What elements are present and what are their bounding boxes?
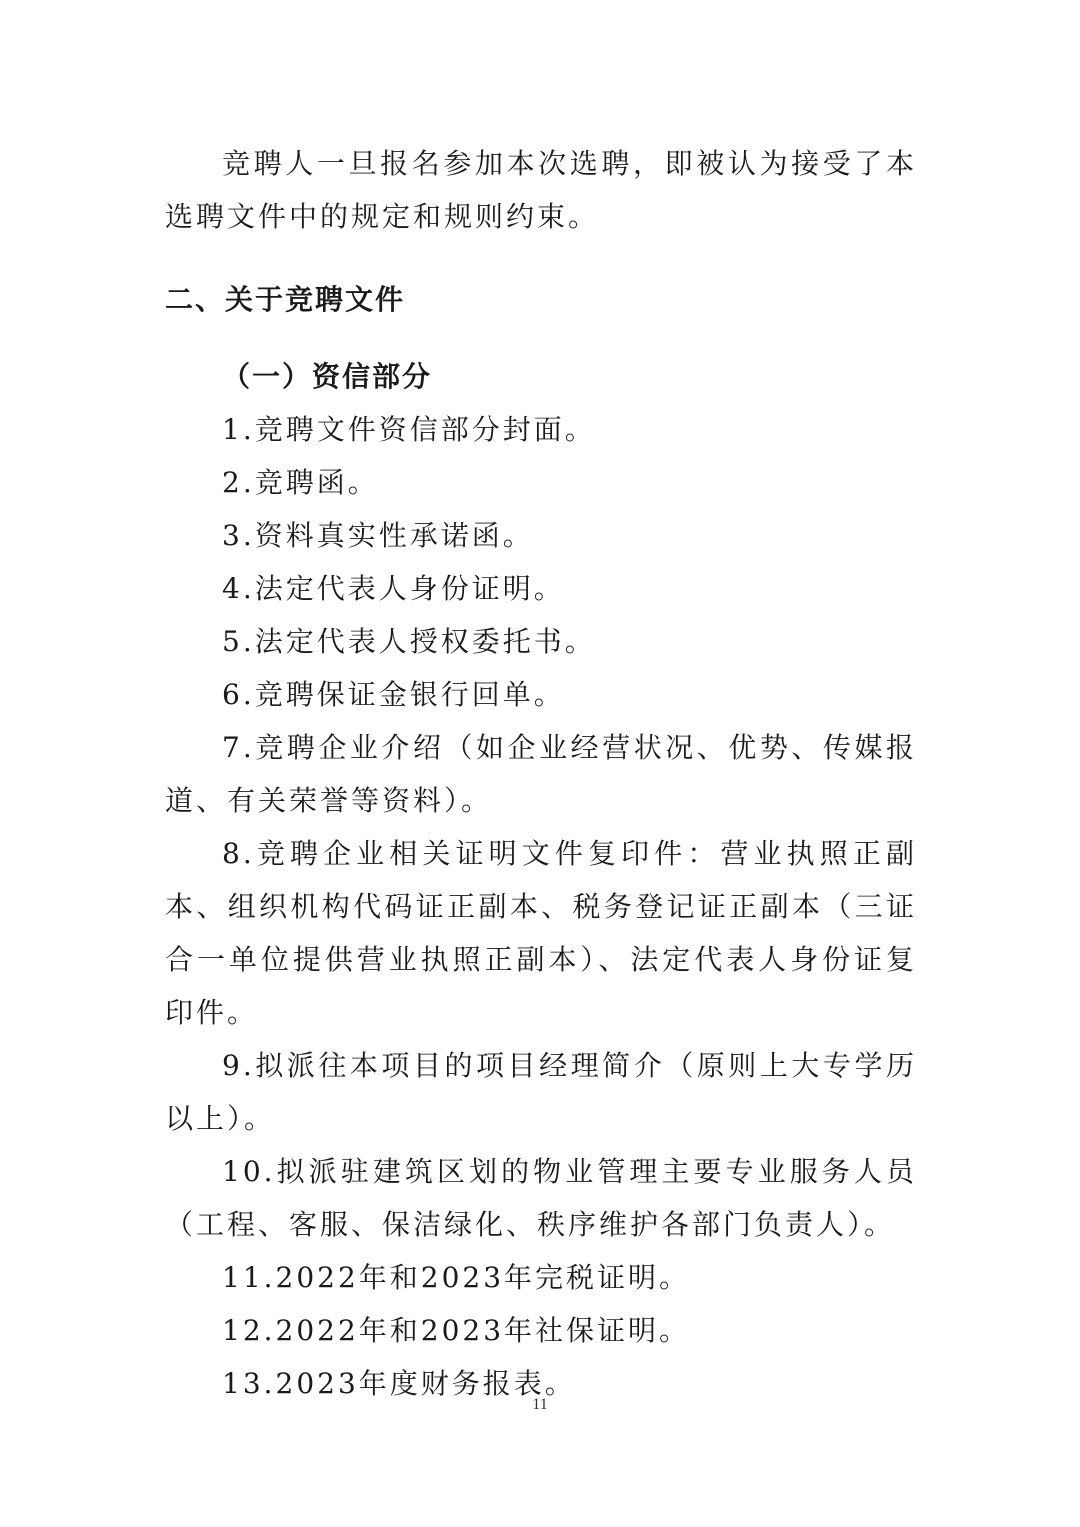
list-item: 3.资料真实性承诺函。 [222, 519, 534, 552]
list-item: 9.拟派往本项目的项目经理简介（原则上大专学历以上）。 [165, 1049, 917, 1135]
section-title: 二、关于竞聘文件 [165, 283, 406, 316]
list-item: 2.竞聘函。 [222, 466, 379, 499]
subsection-title: （一）资信部分 [222, 360, 433, 393]
list-item: 11.2022年和2023年完税证明。 [222, 1261, 691, 1294]
document-body [165, 137, 917, 1410]
page-number: 11 [532, 1396, 548, 1413]
list-item: 1.竞聘文件资信部分封面。 [222, 413, 596, 446]
list-item: 10.拟派驻建筑区划的物业管理主要专业服务人员（工程、客服、保洁绿化、秩序维护各部门负责人）。 [165, 1155, 917, 1241]
list-item: 7.竞聘企业介绍（如企业经营状况、优势、传媒报道、有关荣誉等资料）。 [165, 731, 917, 817]
list-item: 5.法定代表人授权委托书。 [222, 625, 596, 658]
list-item: 8.竞聘企业相关证明文件复印件：营业执照正副本、组织机构代码证正副本、税务登记证正副本（三证合一单位提供营业执照正副本）、法定代表人身份证复印件。 [165, 837, 917, 1029]
list-item: 6.竞聘保证金银行回单。 [222, 678, 565, 711]
list-item: 13.2023年度财务报表。 [222, 1367, 576, 1400]
intro-paragraph: 竞聘人一旦报名参加本次选聘，即被认为接受了本选聘文件中的规定和规则约束。 [165, 147, 917, 233]
list-item: 4.法定代表人身份证明。 [222, 572, 565, 605]
list-item: 12.2022年和2023年社保证明。 [222, 1314, 691, 1347]
